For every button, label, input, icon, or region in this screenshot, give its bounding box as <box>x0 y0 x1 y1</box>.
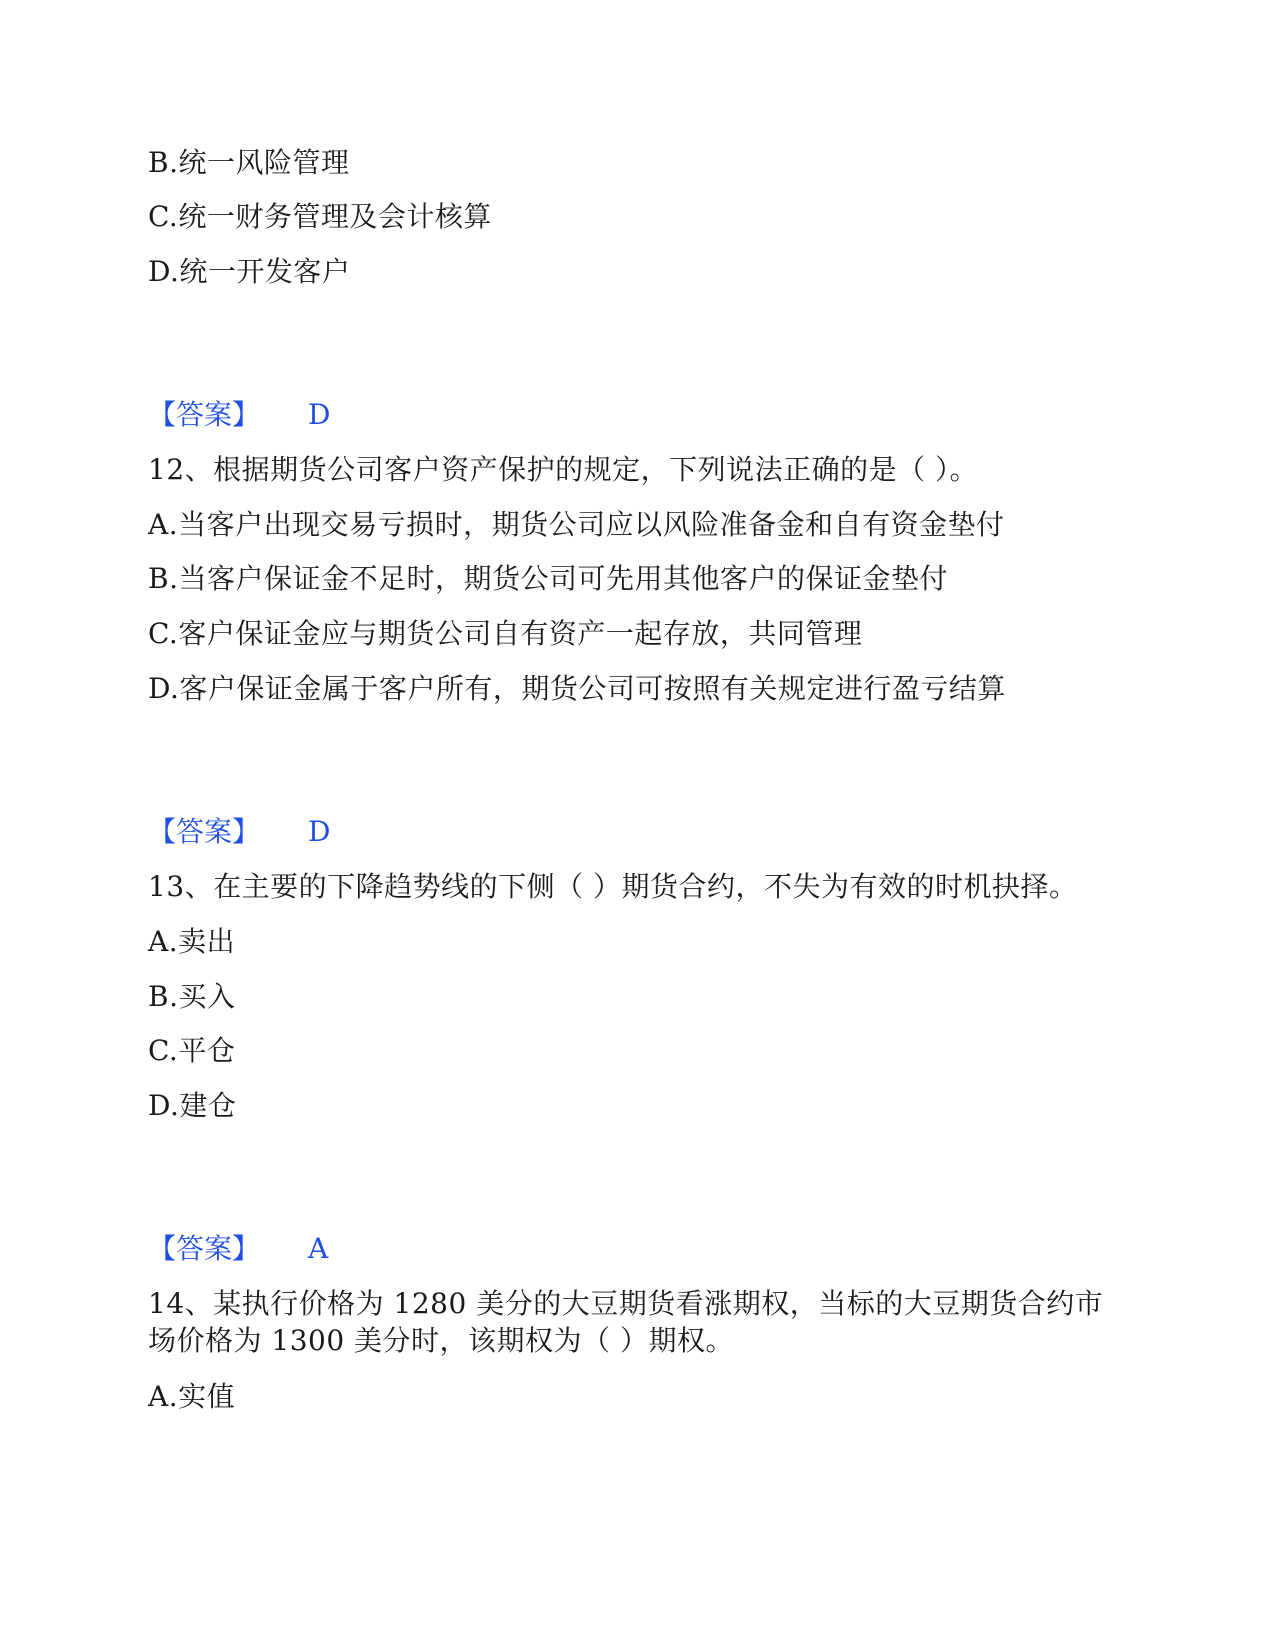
q14-question-line-2: 场价格为 1300 美分时，该期权为（ ）期权。 <box>148 1324 734 1357</box>
q13-answer <box>148 1231 328 1267</box>
answer-value: D <box>308 815 331 848</box>
answer-value: A <box>308 1232 329 1265</box>
q13-option-a: A.卖出 <box>148 925 236 958</box>
q13-option-d: D.建仓 <box>148 1089 237 1122</box>
q13-question: 13、在主要的下降趋势线的下侧（ ）期货合约，不失为有效的时机抉择。 <box>148 870 1078 903</box>
q12-option-a: A.当客户出现交易亏损时，期货公司应以风险准备金和自有资金垫付 <box>148 508 1005 541</box>
q11-answer <box>148 397 330 433</box>
q11-option-c: C.统一财务管理及会计核算 <box>148 200 492 233</box>
q12-option-d: D.客户保证金属于客户所有，期货公司可按照有关规定进行盈亏结算 <box>148 672 1006 705</box>
q11-option-b: B.统一风险管理 <box>148 146 350 179</box>
q11-option-d: D.统一开发客户 <box>148 255 351 288</box>
answer-label: 【答案】 <box>148 1232 261 1265</box>
q13-option-c: C.平仓 <box>148 1034 236 1067</box>
q13-option-b: B.买入 <box>148 980 236 1013</box>
answer-label: 【答案】 <box>148 398 261 431</box>
q14-question-line-1: 14、某执行价格为 1280 美分的大豆期货看涨期权，当标的大豆期货合约市 <box>148 1287 1104 1320</box>
q12-question: 12、根据期货公司客户资产保护的规定，下列说法正确的是（ ）。 <box>148 453 979 486</box>
q14-option-a: A.实值 <box>148 1380 236 1413</box>
q12-option-b: B.当客户保证金不足时，期货公司可先用其他客户的保证金垫付 <box>148 562 948 595</box>
q12-option-c: C.客户保证金应与期货公司自有资产一起存放，共同管理 <box>148 617 863 650</box>
answer-label: 【答案】 <box>148 815 261 848</box>
answer-value: D <box>308 398 331 431</box>
q12-answer <box>148 814 330 850</box>
